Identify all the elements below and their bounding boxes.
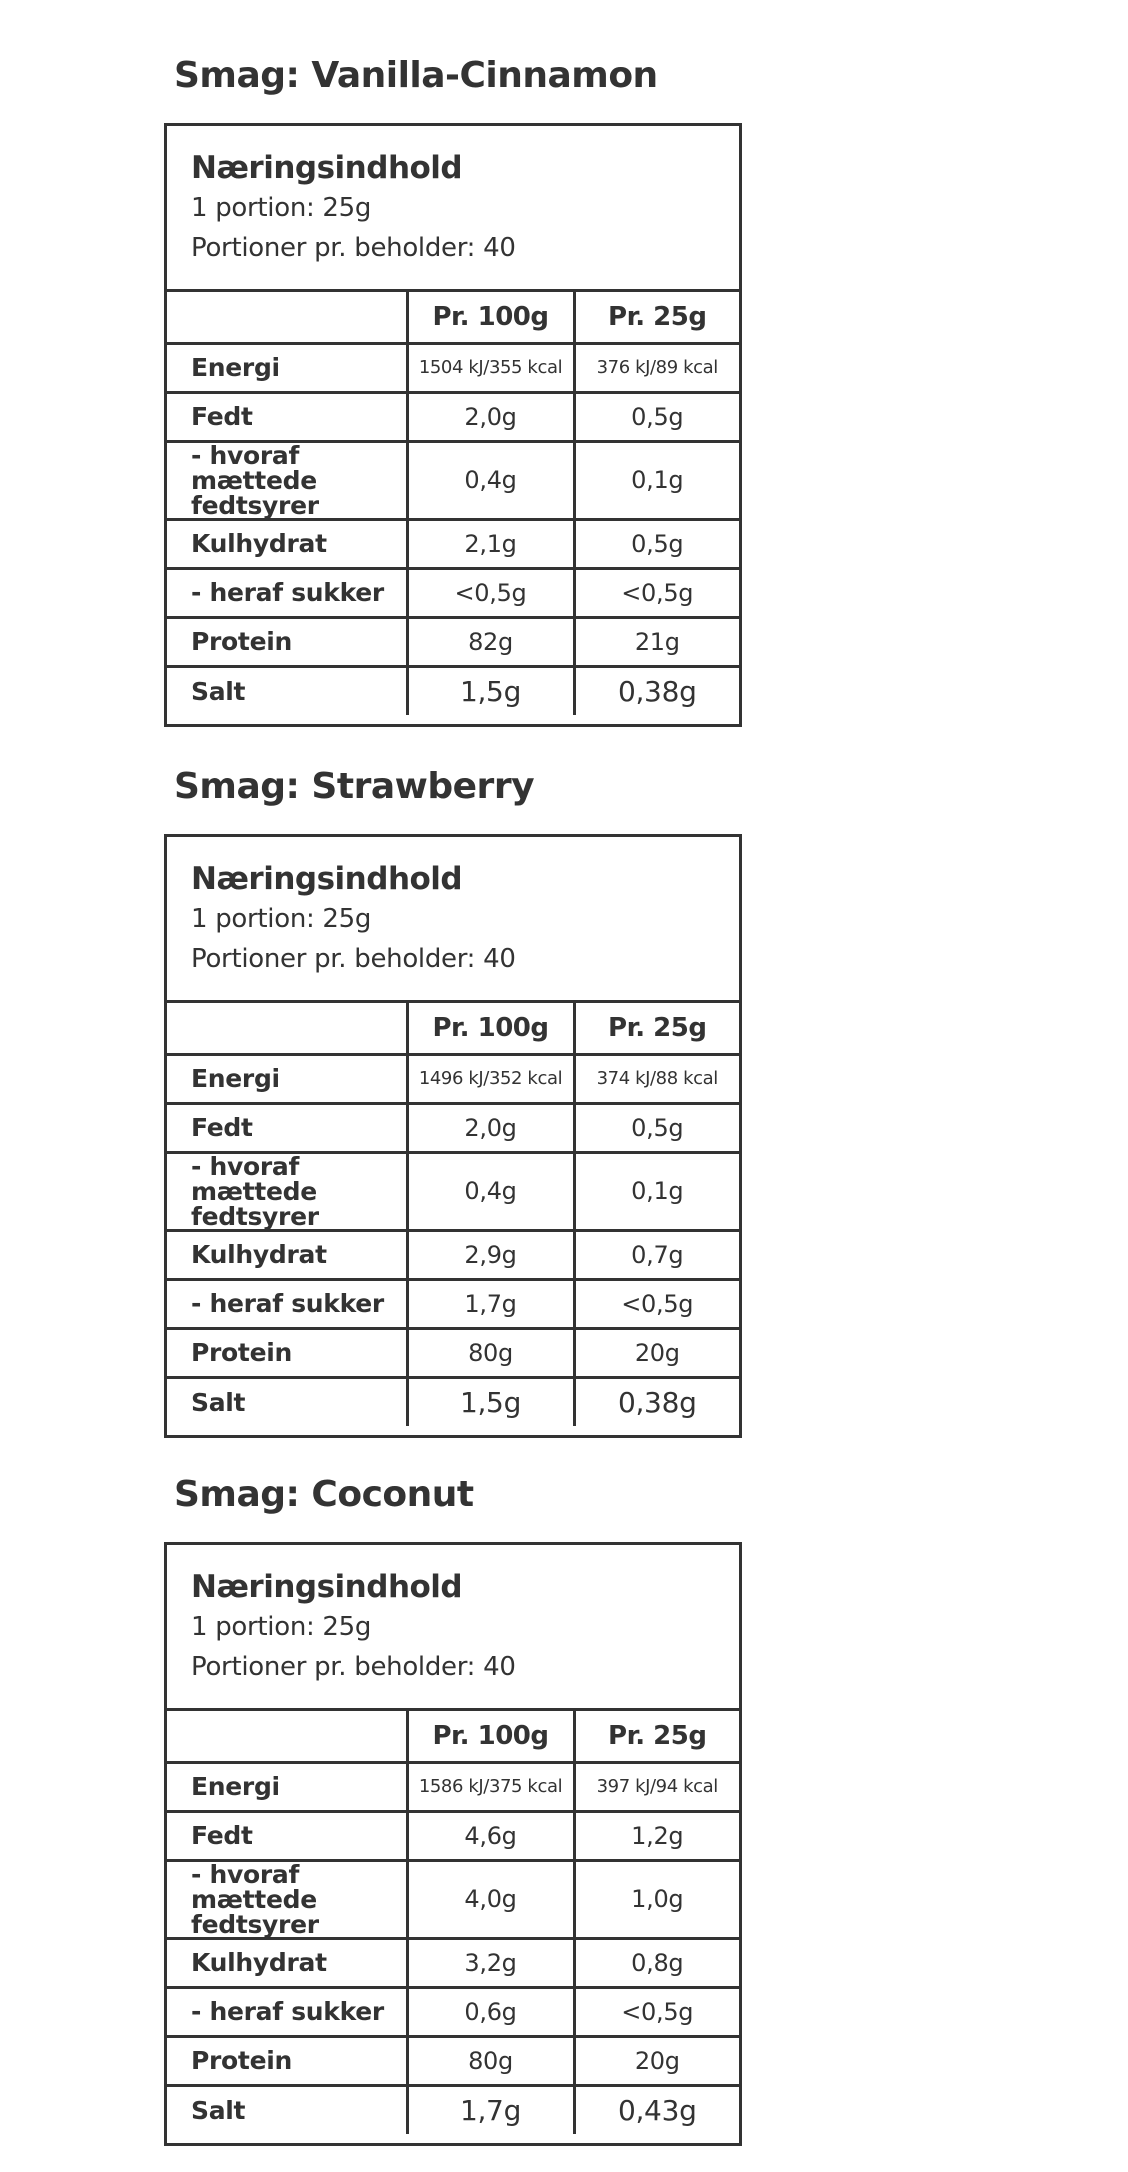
header-empty-cell: [167, 1003, 407, 1054]
value-per-100g: 0,4g: [407, 441, 574, 519]
value-per-25g: 0,5g: [574, 519, 739, 568]
value-per-25g: 0,1g: [574, 1152, 739, 1230]
header-empty-cell: [167, 292, 407, 343]
header-per-25g: Pr. 25g: [574, 292, 739, 343]
flavor-title: Smag: Vanilla-Cinnamon: [174, 55, 658, 96]
label-header: [167, 126, 739, 292]
row-label: - hvoraf mættede fedtsyrer: [167, 1152, 407, 1230]
row-label: Kulhydrat: [167, 1230, 407, 1279]
nutrition-table: [167, 1711, 739, 2134]
table-row-salt: [167, 1377, 739, 1426]
nutrition-label: [164, 1542, 742, 2146]
value-per-100g: 82g: [407, 617, 574, 666]
row-label: Energi: [167, 1054, 407, 1103]
row-label: Protein: [167, 2036, 407, 2085]
row-label: - heraf sukker: [167, 1279, 407, 1328]
value-per-25g: 20g: [574, 1328, 739, 1377]
value-per-25g: 0,1g: [574, 441, 739, 519]
portion-size: 1 portion: 25g: [191, 193, 372, 223]
value-per-25g: 20g: [574, 2036, 739, 2085]
value-per-100g: 4,0g: [407, 1860, 574, 1938]
header-per-100g: Pr. 100g: [407, 1003, 574, 1054]
value-per-25g: 376 kJ/89 kcal: [574, 343, 739, 392]
flavor-title: Smag: Coconut: [174, 1474, 474, 1515]
value-per-25g: <0,5g: [574, 1987, 739, 2036]
table-row-kulhydrat: [167, 1230, 739, 1279]
label-title: Næringsindhold: [191, 861, 463, 897]
row-label: Fedt: [167, 392, 407, 441]
table-row-salt: [167, 2085, 739, 2134]
value-per-25g: 0,43g: [574, 2085, 739, 2134]
value-per-100g: 2,9g: [407, 1230, 574, 1279]
table-row-sukker: [167, 1987, 739, 2036]
value-per-100g: 80g: [407, 2036, 574, 2085]
table-row-maettede-fedtsyrer: [167, 1152, 739, 1230]
table-row-fedt: [167, 1103, 739, 1152]
table-row-protein: [167, 2036, 739, 2085]
header-per-100g: Pr. 100g: [407, 1711, 574, 1762]
value-per-100g: 0,4g: [407, 1152, 574, 1230]
header-per-25g: Pr. 25g: [574, 1003, 739, 1054]
row-label: Kulhydrat: [167, 1938, 407, 1987]
row-label: Protein: [167, 1328, 407, 1377]
value-per-25g: 0,8g: [574, 1938, 739, 1987]
flavor-title: Smag: Strawberry: [174, 766, 535, 807]
value-per-100g: 1,5g: [407, 1377, 574, 1426]
value-per-25g: 0,5g: [574, 392, 739, 441]
value-per-100g: 1,7g: [407, 2085, 574, 2134]
value-per-100g: 2,0g: [407, 1103, 574, 1152]
nutrition-label: [164, 123, 742, 727]
value-per-25g: <0,5g: [574, 568, 739, 617]
portions-per-container: Portioner pr. beholder: 40: [191, 1652, 516, 1682]
row-label: Salt: [167, 2085, 407, 2134]
portions-per-container: Portioner pr. beholder: 40: [191, 944, 516, 974]
table-header-row: [167, 1003, 739, 1054]
row-label: Energi: [167, 343, 407, 392]
value-per-100g: 80g: [407, 1328, 574, 1377]
portion-size: 1 portion: 25g: [191, 1612, 372, 1642]
value-per-25g: 397 kJ/94 kcal: [574, 1762, 739, 1811]
table-row-protein: [167, 1328, 739, 1377]
value-per-100g: 1504 kJ/355 kcal: [407, 343, 574, 392]
portion-size: 1 portion: 25g: [191, 904, 372, 934]
row-label: Salt: [167, 666, 407, 715]
table-header-row: [167, 292, 739, 343]
value-per-25g: 0,38g: [574, 666, 739, 715]
header-per-100g: Pr. 100g: [407, 292, 574, 343]
portions-per-container: Portioner pr. beholder: 40: [191, 233, 516, 263]
value-per-100g: 2,0g: [407, 392, 574, 441]
value-per-100g: 0,6g: [407, 1987, 574, 2036]
header-per-25g: Pr. 25g: [574, 1711, 739, 1762]
value-per-100g: 3,2g: [407, 1938, 574, 1987]
table-row-salt: [167, 666, 739, 715]
table-row-energi: [167, 1054, 739, 1103]
row-label: Salt: [167, 1377, 407, 1426]
label-header: [167, 1545, 739, 1711]
table-header-row: [167, 1711, 739, 1762]
table-row-fedt: [167, 392, 739, 441]
table-row-sukker: [167, 1279, 739, 1328]
label-header: [167, 837, 739, 1003]
nutrition-table: [167, 292, 739, 715]
table-row-kulhydrat: [167, 519, 739, 568]
value-per-100g: 1496 kJ/352 kcal: [407, 1054, 574, 1103]
value-per-100g: 2,1g: [407, 519, 574, 568]
value-per-100g: 1586 kJ/375 kcal: [407, 1762, 574, 1811]
header-empty-cell: [167, 1711, 407, 1762]
table-row-fedt: [167, 1811, 739, 1860]
value-per-25g: <0,5g: [574, 1279, 739, 1328]
value-per-25g: 21g: [574, 617, 739, 666]
row-label: - hvoraf mættede fedtsyrer: [167, 1860, 407, 1938]
value-per-25g: 374 kJ/88 kcal: [574, 1054, 739, 1103]
value-per-100g: 1,7g: [407, 1279, 574, 1328]
value-per-100g: <0,5g: [407, 568, 574, 617]
value-per-100g: 1,5g: [407, 666, 574, 715]
table-row-energi: [167, 343, 739, 392]
nutrition-table: [167, 1003, 739, 1426]
value-per-25g: 0,5g: [574, 1103, 739, 1152]
value-per-100g: 4,6g: [407, 1811, 574, 1860]
row-label: - hvoraf mættede fedtsyrer: [167, 441, 407, 519]
nutrition-label: [164, 834, 742, 1438]
row-label: Protein: [167, 617, 407, 666]
row-label: Fedt: [167, 1811, 407, 1860]
row-label: Kulhydrat: [167, 519, 407, 568]
value-per-25g: 1,0g: [574, 1860, 739, 1938]
table-row-kulhydrat: [167, 1938, 739, 1987]
table-row-energi: [167, 1762, 739, 1811]
label-title: Næringsindhold: [191, 1569, 463, 1605]
row-label: - heraf sukker: [167, 1987, 407, 2036]
table-row-maettede-fedtsyrer: [167, 441, 739, 519]
value-per-25g: 1,2g: [574, 1811, 739, 1860]
row-label: Fedt: [167, 1103, 407, 1152]
table-row-protein: [167, 617, 739, 666]
value-per-25g: 0,7g: [574, 1230, 739, 1279]
row-label: Energi: [167, 1762, 407, 1811]
value-per-25g: 0,38g: [574, 1377, 739, 1426]
table-row-maettede-fedtsyrer: [167, 1860, 739, 1938]
row-label: - heraf sukker: [167, 568, 407, 617]
label-title: Næringsindhold: [191, 150, 463, 186]
table-row-sukker: [167, 568, 739, 617]
